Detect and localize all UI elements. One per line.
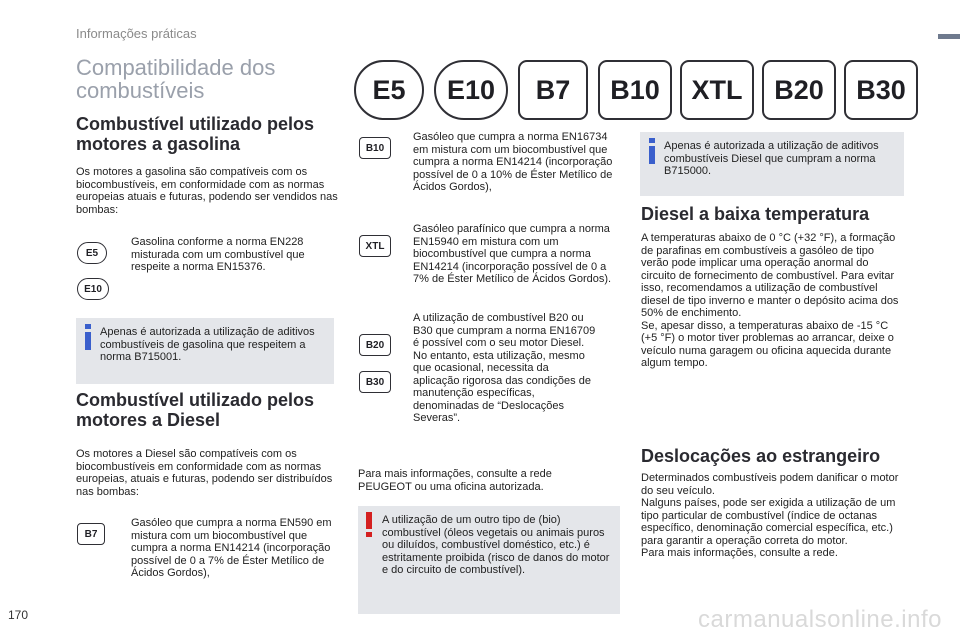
- gasoline-section-title: Combustível utilizado pelos motores a gasolina: [76, 114, 315, 154]
- xtl-text: Gasóleo parafínico que cumpra a norma EN15940 em mistura com um biocombustível que cumpra a norma EN14214 (incorporação possível de 0 a 7% de Éster Metílico de Ácidos Gordos).: [413, 223, 612, 285]
- small-badge-b10: B10: [359, 137, 391, 159]
- warning-text: A utilização de um outro tipo de (bio) combustível (óleos vegetais ou animais puros ou diluídos, combustível doméstico, etc.) é estritamente proibida (risco de danos do motor e do circuito de combustível).: [382, 514, 610, 576]
- low-temp-title: Diesel a baixa temperatura: [641, 204, 870, 224]
- small-badge-e10: E10: [77, 278, 109, 300]
- page-number: 170: [8, 608, 29, 622]
- b20-b30-text: A utilização de combustível B20 ou B30 que cumpram a norma EN16709 é possível com o seu motor Diesel. No entanto, esta utilização, mesmo que ocasional, necessita da aplicação rigorosa das condições de manutenção específicas, denominadas de “Deslocações Severas”.: [413, 312, 596, 424]
- abroad-paragraph-2: Nalguns países, pode ser exigida a utilização de um tipo particular de combustível (índice de octanas específico, denominação comercial específica, etc.) para garantir a operação correta do motor.: [641, 497, 896, 547]
- fuel-badge-b30: B30: [844, 60, 918, 120]
- abroad-text: [641, 472, 903, 560]
- section-header: Informações práticas: [76, 26, 197, 41]
- small-badge-b7: B7: [77, 523, 105, 545]
- page-title: Compatibilidade dos combustíveis: [76, 55, 276, 103]
- small-badge-e5: E5: [77, 242, 107, 264]
- info-icon: [85, 324, 91, 350]
- fuel-badge-b7: B7: [518, 60, 588, 120]
- watermark: carmanualsonline.info: [698, 606, 942, 633]
- gasoline-intro: Os motores a gasolina são compatíveis com os biocombustíveis, em conformidade com as normas europeias atuais e futuras, podendo ser vendidos nas bombas:: [76, 166, 338, 216]
- abroad-paragraph-3: Para mais informações, consulte a rede.: [641, 547, 838, 559]
- low-temp-paragraph-2: Se, apesar disso, a temperaturas abaixo de -15 °C (+5 °F) o motor tiver problemas ao arrancar, deixe o veículo numa garagem ou oficina aquecida durante algum tempo.: [641, 319, 894, 369]
- b10-text: Gasóleo que cumpra a norma EN16734 em mistura com um biocombustível que cumpra a norma EN14214 (incorporação possível de 0 a 10% de Éster Metílico de Ácidos Gordos),: [413, 131, 613, 193]
- diesel-section-title: Combustível utilizado pelos motores a Diesel: [76, 390, 315, 430]
- gasoline-spec-text: Gasolina conforme a norma EN228 misturada com um combustível que respeite a norma EN15376.: [131, 236, 305, 273]
- fuel-badge-e10: E10: [434, 60, 508, 120]
- small-badge-b30: B30: [359, 371, 391, 393]
- more-info-text: Para mais informações, consulte a rede PEUGEOT ou uma oficina autorizada.: [358, 468, 552, 493]
- low-temp-paragraph-1: A temperaturas abaixo de 0 °C (+32 °F), a formação de parafinas em combustíveis a gasóleo de tipo verão pode implicar uma operação anormal do circuito de fornecimento de combustível. Para evitar isso, recomendamos a utilização de combustível diesel de tipo inverno e manter o depósito acima dos 50% de enchimento.: [641, 232, 899, 319]
- gasoline-info-box: [76, 318, 334, 384]
- fuel-badge-xtl: XTL: [680, 60, 754, 120]
- diesel-info-box: [640, 132, 904, 196]
- diesel-b7-text: Gasóleo que cumpra a norma EN590 em mistura com um biocombustível que cumpra a norma EN14214 (incorporação possível de 0 a 7% de Éster Metílico de Ácidos Gordos),: [131, 517, 332, 579]
- gasoline-info-text: Apenas é autorizada a utilização de aditivos combustíveis de gasolina que respeitem a norma B715001.: [100, 326, 315, 363]
- small-badge-xtl: XTL: [359, 235, 391, 257]
- fuel-badge-e5: E5: [354, 60, 424, 120]
- fuel-badge-b20: B20: [762, 60, 836, 120]
- low-temp-text: [641, 232, 903, 370]
- abroad-paragraph-1: Determinados combustíveis podem danificar o motor do seu veículo.: [641, 472, 899, 497]
- abroad-title: Deslocações ao estrangeiro: [641, 446, 881, 466]
- diesel-intro: Os motores a Diesel são compatíveis com os biocombustíveis em conformidade com as normas europeias, atuais e futuras, podendo ser distribuídos nas bombas:: [76, 448, 333, 498]
- fuel-badge-b10: B10: [598, 60, 672, 120]
- small-badge-b20: B20: [359, 334, 391, 356]
- diesel-info-text: Apenas é autorizada a utilização de aditivos combustíveis Diesel que cumpram a norma B715000.: [664, 140, 879, 177]
- warning-icon: [366, 512, 372, 538]
- warning-box: [358, 506, 620, 614]
- header-accent-bar: [938, 34, 960, 39]
- info-icon: [649, 138, 655, 164]
